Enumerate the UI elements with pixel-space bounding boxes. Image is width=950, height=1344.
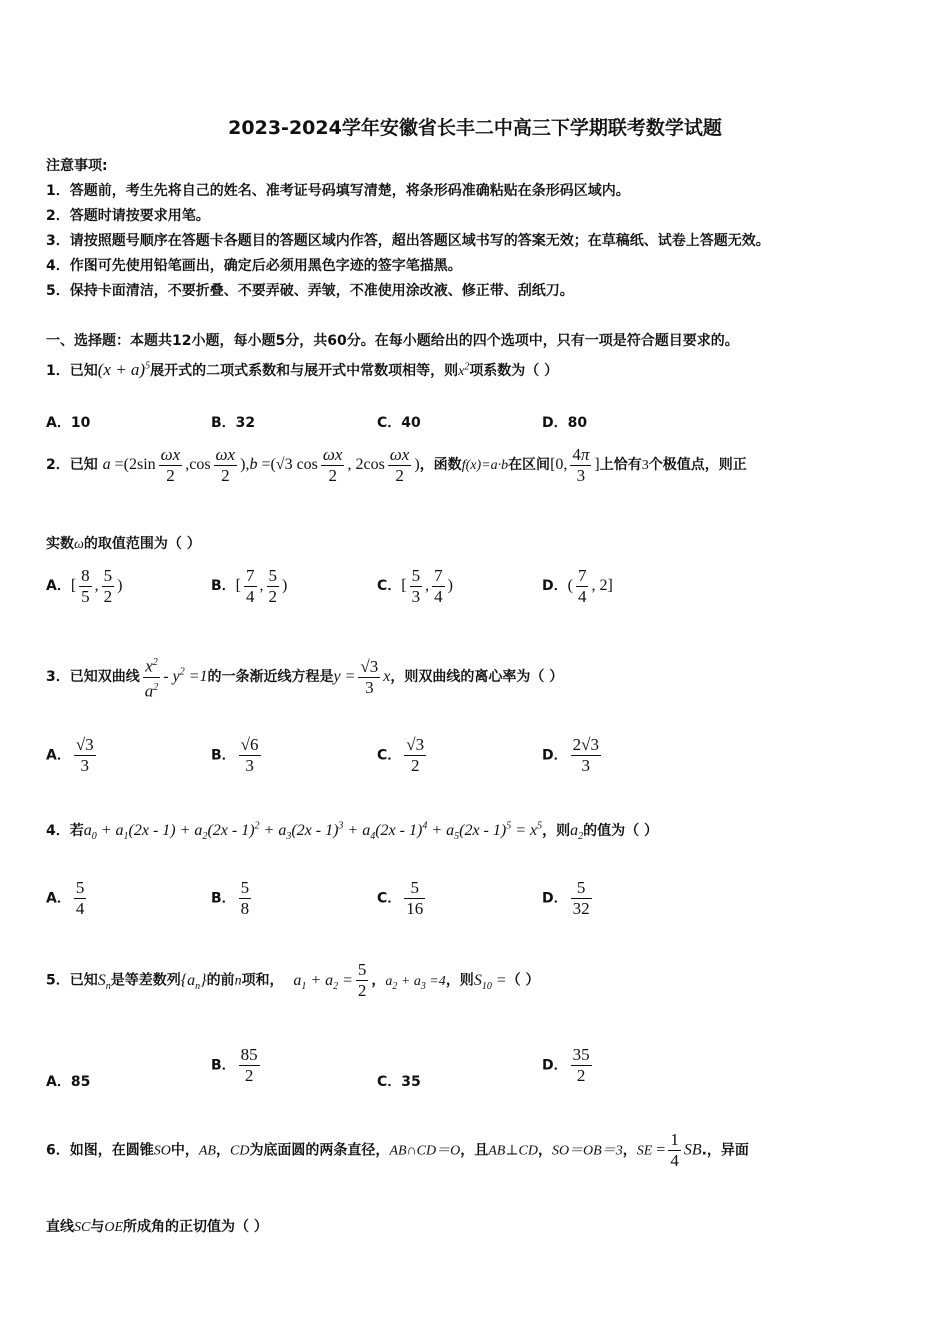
section-heading: 一、选择题：本题共12小题，每小题5分，共60分。在每小题给出的四个选项中，只有一项是符合题目要求的。: [46, 333, 739, 349]
q3-option-d[interactable]: D． $\frac{2√3}{3}$: [542, 735, 599, 775]
q1-option-c[interactable]: C．40: [377, 415, 421, 431]
q3-option-b[interactable]: B． $\frac{√6}{3}$: [211, 735, 259, 775]
q5-option-c[interactable]: C．35: [377, 1074, 421, 1090]
question-5: 5．已知$S_n$是等差数列$\{a_n\}$的前n项和， $a_1 + a_2$ = $\frac{5}{2}$ ，$a_2 + a_3 =4$，则$S_{10}$ =（ ）: [46, 960, 540, 1000]
question-6: 6．如图，在圆锥SO中，AB，CD为底面圆的两条直径，AB∩CD＝O，且AB⊥CD，SO＝OB＝3，SE = $\frac{1}{4}$ SB.，异面: [46, 1130, 749, 1170]
q1-option-a[interactable]: A．10: [46, 415, 91, 431]
q2-option-c[interactable]: C．[ $\frac{5}{3}$ , $\frac{7}{4}$ ): [377, 566, 453, 606]
question-4: 4．若$a_0 + a_1(2x - 1) + a_2(2x - 1)^2 + a_3(2x - 1)^3 + a_4(2x - 1)^4 + a_5(2x - 1)^5 = x^5$，则$a_2$的值为（ ）: [46, 820, 658, 843]
page-title: 2023-2024学年安徽省长丰二中高三下学期联考数学试题: [228, 117, 722, 139]
question-2-line2: 实数ω的取值范围为（ ）: [46, 536, 201, 552]
q5-option-b[interactable]: B． $\frac{85}{2}$: [211, 1045, 258, 1085]
notice-item-4: 4．作图可先使用铅笔画出，确定后必须用黑色字迹的签字笔描黑。: [46, 258, 462, 274]
q3-option-c[interactable]: C． $\frac{√3}{2}$: [377, 735, 425, 775]
q2-option-a[interactable]: A．[ $\frac{8}{5}$ , $\frac{5}{2}$ ): [46, 566, 123, 606]
question-1: 1．已知$(x + a)^5$展开式的二项式系数和与展开式中常数项相等，则$x^2$项系数为（ ）: [46, 360, 559, 379]
notice-item-5: 5．保持卡面清洁，不要折叠、不要弄破、弄皱，不准使用涂改液、修正带、刮纸刀。: [46, 283, 574, 299]
q4-option-a[interactable]: A． $\frac{5}{4}$: [46, 878, 85, 918]
q4-option-c[interactable]: C． $\frac{5}{16}$: [377, 878, 424, 918]
notice-item-2: 2．答题时请按要求用笔。: [46, 208, 210, 224]
question-2: 2．已知 a =(2sin $\frac{\omega x}{2}$ ,cos $\frac{\omega x}{2}$ ),b =(√3 cos $\frac{\omega x}{2}$ , 2cos $\frac{\omega x}{2}$ )，函数f(x)=a·b在区间[0, $\frac{4\pi}{3}$ ]上恰有3个极值点，则正: [46, 445, 747, 485]
q2-option-b[interactable]: B．[ $\frac{7}{4}$ , $\frac{5}{2}$ ): [211, 566, 288, 606]
q4-option-b[interactable]: B． $\frac{5}{8}$: [211, 878, 250, 918]
q1-option-b[interactable]: B．32: [211, 415, 256, 431]
notice-item-3: 3．请按照题号顺序在答题卡各题目的答题区域内作答，超出答题区域书写的答案无效；在草稿纸、试卷上答题无效。: [46, 233, 770, 249]
q1-option-d[interactable]: D．80: [542, 415, 588, 431]
q3-option-a[interactable]: A． $\frac{√3}{3}$: [46, 735, 94, 775]
notice-heading: 注意事项:: [46, 158, 108, 174]
notice-item-1: 1．答题前，考生先将自己的姓名、准考证号码填写清楚，将条形码准确粘贴在条形码区域内。: [46, 183, 630, 199]
q2-option-d[interactable]: D．( $\frac{7}{4}$ , 2]: [542, 566, 613, 606]
q5-option-d[interactable]: D． $\frac{35}{2}$: [542, 1045, 590, 1085]
question-6-line2: 直线SC与OE所成角的正切值为（ ）: [46, 1219, 268, 1235]
question-3: 3．已知双曲线 $\frac{x^2}{a^2}$ - $y^2 =1$的一条渐近线方程是y = $\frac{√3}{3}$ x，则双曲线的离心率为（ ）: [46, 656, 564, 701]
q4-option-d[interactable]: D． $\frac{5}{32}$: [542, 878, 590, 918]
q5-option-a[interactable]: A．85: [46, 1074, 91, 1090]
